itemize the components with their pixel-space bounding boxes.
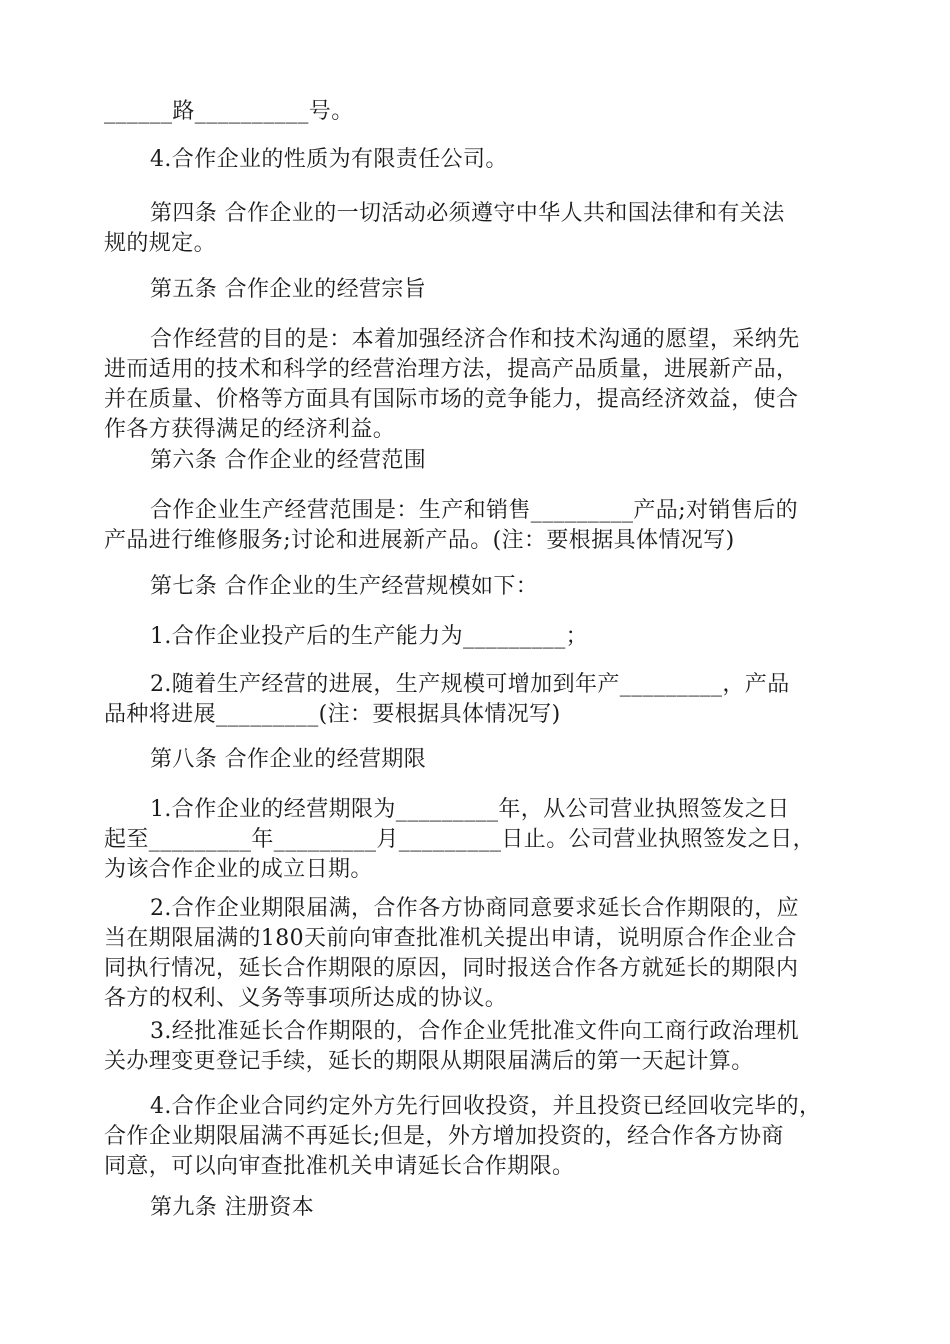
text-line: 2.合作企业期限届满，合作各方协商同意要求延长合作期限的，应	[150, 896, 799, 921]
text-line: 第九条 注册资本	[150, 1195, 315, 1220]
text-line: ______路__________号。	[104, 99, 354, 124]
text-line: 合作企业生产经营范围是：生产和销售_________产品;对销售后的	[150, 498, 799, 523]
text-line: 4.合作企业的性质为有限责任公司。	[150, 147, 508, 172]
paragraph-term	[104, 795, 852, 885]
heading-article-5	[104, 275, 852, 305]
text-line: 各方的权利、义务等事项所达成的协议。	[104, 986, 508, 1011]
text-line: 并在质量、价格等方面具有国际市场的竞争能力，提高经济效益，使合	[104, 387, 799, 412]
paragraph-approval	[104, 1017, 852, 1077]
heading-article-7	[104, 572, 852, 602]
text-line: 合作经营的目的是：本着加强经济合作和技术沟通的愿望，采纳先	[150, 327, 800, 352]
text-line: 合作企业期限届满不再延长;但是，外方增加投资的，经合作各方协商	[104, 1124, 784, 1149]
text-line: 第七条 合作企业的生产经营规模如下：	[150, 574, 539, 599]
text-line: 4.合作企业合同约定外方先行回收投资，并且投资已经回收完毕的，	[150, 1094, 822, 1119]
text-line: 品种将进展_________(注：要根据具体情况写)	[104, 702, 561, 727]
paragraph-extension	[104, 894, 852, 1014]
paragraph-scale	[104, 670, 852, 730]
text-line: 关办理变更登记手续，延长的期限从期限届满后的第一天起计算。	[104, 1049, 754, 1074]
text-line: 同执行情况，延长合作期限的原因，同时报送合作各方就延长的期限内	[104, 956, 799, 981]
paragraph-purpose	[104, 325, 852, 445]
text-line: 第八条 合作企业的经营期限	[150, 747, 427, 772]
text-line: 第五条 合作企业的经营宗旨	[150, 277, 427, 302]
paragraph-article-4	[104, 199, 852, 259]
paragraph-recovery	[104, 1092, 852, 1182]
text-line: 1.合作企业投产后的生产能力为_________；	[150, 624, 588, 649]
text-line: 起至_________年_________月_________日止。公司营业执照签发之日，	[104, 827, 816, 852]
text-line: 进而适用的技术和科学的经营治理方法，提高产品质量，进展新产品，	[104, 357, 799, 382]
heading-article-9	[104, 1193, 852, 1223]
heading-article-8	[104, 745, 852, 775]
text-line: 规的规定。	[104, 231, 217, 256]
paragraph-nature	[104, 145, 852, 175]
text-line: 2.随着生产经营的进展，生产规模可增加到年产_________，产品	[150, 672, 790, 697]
text-line: 1.合作企业的经营期限为_________年，从公司营业执照签发之日	[150, 797, 790, 822]
text-line: 第六条 合作企业的经营范围	[150, 448, 427, 473]
paragraph-capacity	[104, 622, 852, 652]
text-line: 3.经批准延长合作期限的，合作企业凭批准文件向工商行政治理机	[150, 1019, 799, 1044]
text-line: 当在期限届满的180天前向审查批准机关提出申请，说明原合作企业合	[104, 926, 797, 951]
text-line: 作各方获得满足的经济利益。	[104, 417, 396, 442]
text-line: 为该合作企业的成立日期。	[104, 857, 373, 882]
text-line: 第四条 合作企业的一切活动必须遵守中华人共和国法律和有关法	[150, 201, 785, 226]
paragraph-address-line	[104, 97, 852, 127]
text-line: 产品进行维修服务;讨论和进展新产品。(注：要根据具体情况写)	[104, 528, 735, 553]
text-line: 同意，可以向审查批准机关申请延长合作期限。	[104, 1154, 575, 1179]
heading-article-6	[104, 446, 852, 476]
paragraph-scope	[104, 496, 852, 556]
